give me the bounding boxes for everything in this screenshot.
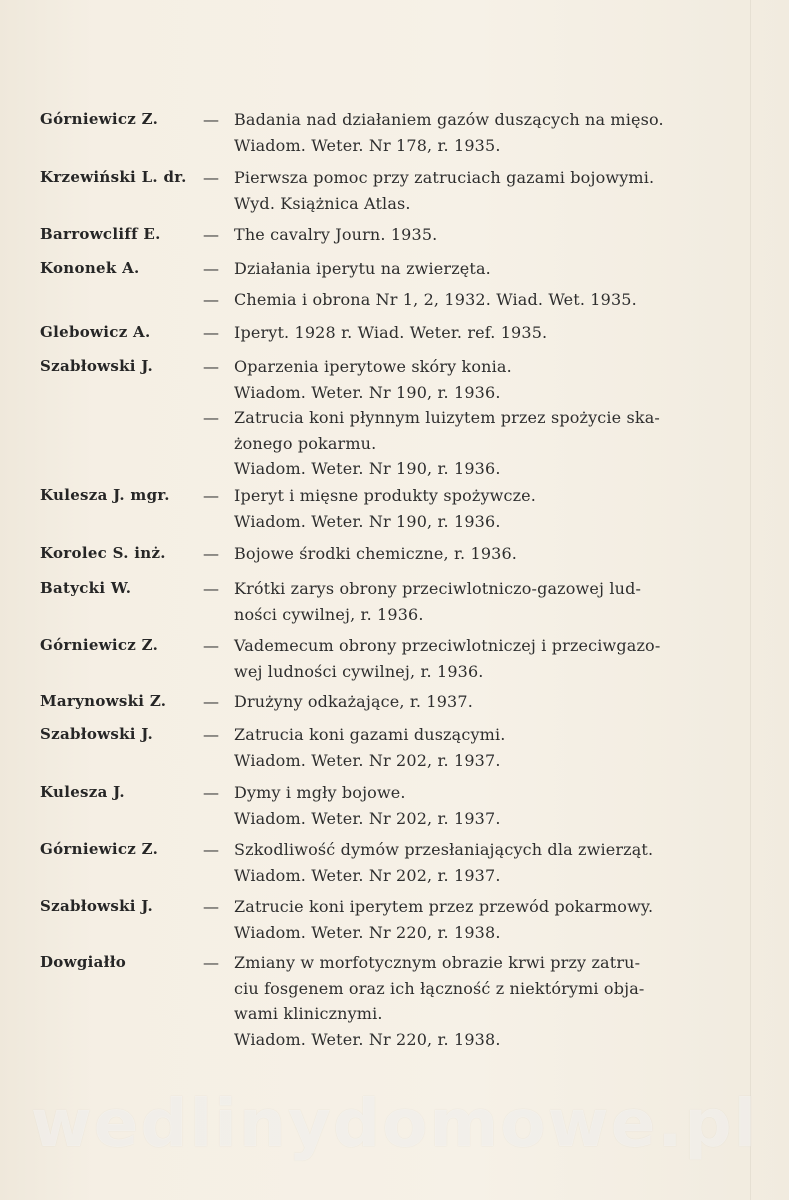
entry-dash: — <box>203 897 219 916</box>
entry-author: Dowgiałło <box>40 953 127 971</box>
entry-text-line: Dymy i mgły bojowe. <box>234 783 406 802</box>
entry-text-line: Wiadom. Weter. Nr 178, r. 1935. <box>234 135 501 155</box>
entry-text-line: Wiadom. Weter. Nr 202, r. 1937. <box>234 750 501 770</box>
entry-dash: — <box>203 357 219 376</box>
entry-author: Kulesza J. mgr. <box>40 486 170 504</box>
entry-dash: — <box>203 840 219 859</box>
entry-text-line: Vademecum obrony przeciwlotniczej i przeciwgazo- <box>234 636 661 655</box>
entry-text-line: The cavalry Journ. 1935. <box>234 225 438 244</box>
entry-author: Batycki W. <box>40 579 132 597</box>
entry-author: Szabłowski J. <box>40 725 154 743</box>
entry-text-line: Zatrucie koni iperytem przez przewód pokarmowy. <box>234 897 654 916</box>
entry-dash: — <box>203 953 219 972</box>
entry-dash: — <box>203 290 219 309</box>
entry-dash: — <box>203 225 219 244</box>
entry-dash: — <box>203 486 219 505</box>
entry-text-line: Zmiany w morfotycznym obrazie krwi przy zatru- <box>234 953 641 972</box>
entry-author: Kulesza J. <box>40 783 125 801</box>
entry-text-line: Wiadom. Weter. Nr 220, r. 1938. <box>234 922 501 942</box>
entry-text-line: Wiadom. Weter. Nr 190, r. 1936. <box>234 459 501 479</box>
entry-text-line: Krótki zarys obrony przeciwlotniczo-gazowej lud- <box>234 579 642 598</box>
entry-dash: — <box>203 323 219 342</box>
entry-text-line: Pierwsza pomoc przy zatruciach gazami bojowymi. <box>234 168 655 187</box>
entry-text-line: Iperyt i mięsne produkty spożywcze. <box>234 486 537 505</box>
entry-author: Marynowski Z. <box>40 692 167 710</box>
entry-author: Kononek A. <box>40 259 140 277</box>
entry-dash: — <box>203 110 219 129</box>
entry-dash: — <box>203 725 219 744</box>
entry-dash: — <box>203 408 219 428</box>
watermark: wedlinydomowe.pl <box>30 1085 759 1162</box>
entry-author: Górniewicz Z. <box>40 636 159 654</box>
entry-text-line: Iperyt. 1928 r. Wiad. Weter. ref. 1935. <box>234 323 548 342</box>
entry-dash: — <box>203 783 219 802</box>
entry-text-line: żonego pokarmu. <box>234 433 377 453</box>
entry-dash: — <box>203 544 219 563</box>
entry-dash: — <box>203 259 219 278</box>
entry-author: Górniewicz Z. <box>40 110 159 128</box>
entry-text-line: ności cywilnej, r. 1936. <box>234 604 424 624</box>
entry-text-line: Wiadom. Weter. Nr 220, r. 1938. <box>234 1029 501 1049</box>
entry-text-line: Wyd. Książnica Atlas. <box>234 193 411 213</box>
entry-author: Barrowcliff E. <box>40 225 161 243</box>
entry-text-line: Oparzenia iperytowe skóry konia. <box>234 357 512 376</box>
entry-text-line: Wiadom. Weter. Nr 202, r. 1937. <box>234 865 501 885</box>
entry-text-line: wej ludności cywilnej, r. 1936. <box>234 661 484 681</box>
entry-text-line: Wiadom. Weter. Nr 190, r. 1936. <box>234 511 501 531</box>
entry-author: Krzewiński L. dr. <box>40 168 187 186</box>
entry-author: Glebowicz A. <box>40 323 151 341</box>
entry-text-line: Działania iperytu na zwierzęta. <box>234 259 491 278</box>
entry-text-line: Zatrucia koni gazami duszącymi. <box>234 725 506 744</box>
entry-dash: — <box>203 168 219 187</box>
entry-text-line: ciu fosgenem oraz ich łączność z niektórymi obja- <box>234 978 645 998</box>
entry-author: Górniewicz Z. <box>40 840 159 858</box>
entry-dash: — <box>203 579 219 598</box>
entry-author: Szabłowski J. <box>40 357 154 375</box>
entry-text-line: Wiadom. Weter. Nr 190, r. 1936. <box>234 382 501 402</box>
entry-dash: — <box>203 692 219 711</box>
entry-text-line: Chemia i obrona Nr 1, 2, 1932. Wiad. Wet. 1935. <box>234 290 637 309</box>
entry-text-line: Wiadom. Weter. Nr 202, r. 1937. <box>234 808 501 828</box>
entry-text-line: wami klinicznymi. <box>234 1004 383 1024</box>
page-fold-shadow <box>750 0 751 1200</box>
entry-author: Korolec S. inż. <box>40 544 166 562</box>
entry-text-line: Zatrucia koni płynnym luizytem przez spożycie ska- <box>234 408 660 428</box>
entry-author: Szabłowski J. <box>40 897 154 915</box>
entry-text-line: Badania nad działaniem gazów duszących na mięso. <box>234 110 664 129</box>
entry-dash: — <box>203 636 219 655</box>
entry-text-line: Szkodliwość dymów przesłaniających dla zwierząt. <box>234 840 654 859</box>
entry-text-line: Bojowe środki chemiczne, r. 1936. <box>234 544 518 563</box>
entry-text-line: Drużyny odkażające, r. 1937. <box>234 692 473 711</box>
